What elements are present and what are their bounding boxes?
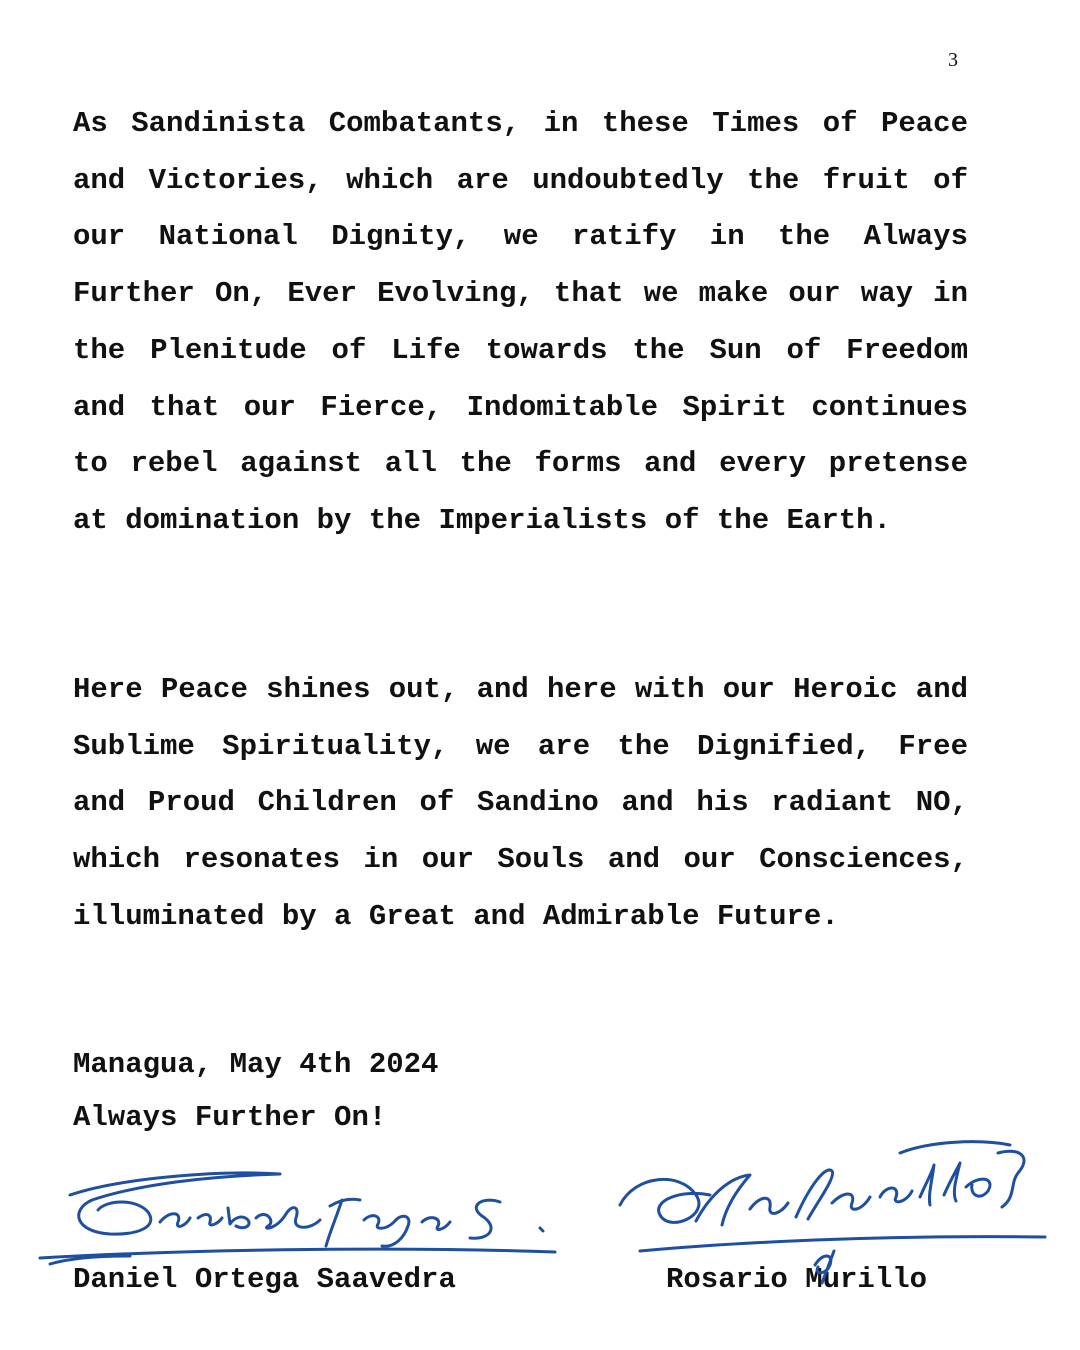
- closing-motto: Always Further On!: [73, 1101, 387, 1134]
- signature-daniel-ortega: [30, 1160, 570, 1270]
- signature-rosario-murillo: [600, 1125, 1060, 1300]
- letter-paragraph: Here Peace shines out, and here with our Heroic and Sublime Spirituality, we are the Dignified, Free and Proud Children of Sandino and his radiant NO, which resonates in our Souls and our Consciences, illuminated by a Great and Admirable Future.: [73, 673, 968, 933]
- place-and-date: Managua, May 4th 2024: [73, 1048, 439, 1081]
- signer-name: Daniel Ortega Saavedra: [73, 1263, 456, 1296]
- letter-paragraph: As Sandinista Combatants, in these Times of Peace and Victories, which are undoubtedly the fruit of our National Dignity, we ratify in the Always Further On, Ever Evolving, that we make our way in the Plenitude of Life towards the Sun of Freedom and that our Fierce, Indomitable Spirit continues to rebel against all the forms and every pretense at domination by the Imperialists of the Earth.: [73, 107, 968, 537]
- page-number: 3: [948, 49, 958, 71]
- signer-name: Rosario Murillo: [666, 1263, 928, 1296]
